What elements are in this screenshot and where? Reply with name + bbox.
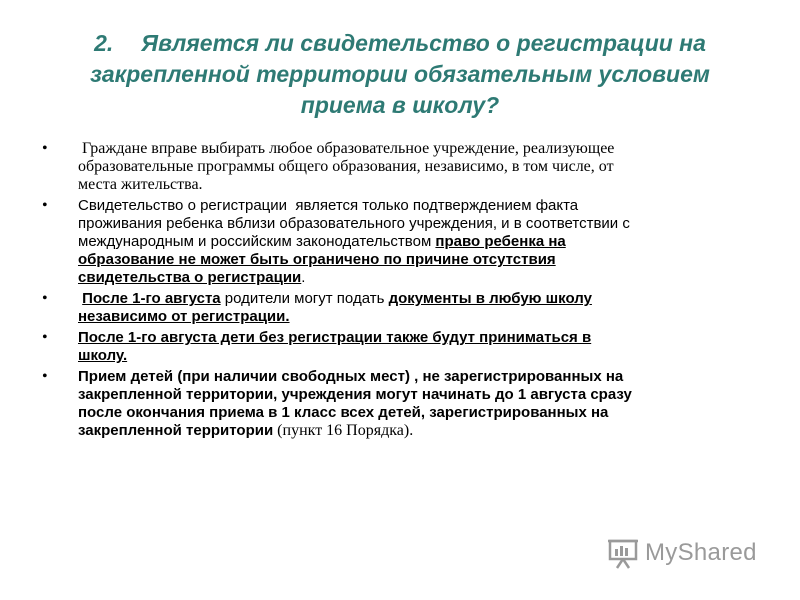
title-line-2: закрепленной территории обязательным условием bbox=[90, 61, 710, 87]
bullet-line bbox=[78, 308, 762, 326]
bullet-dot: • bbox=[42, 290, 48, 307]
bullet-dot: • bbox=[42, 197, 48, 214]
bullet-item bbox=[42, 329, 762, 365]
bullet-line bbox=[78, 251, 762, 269]
text-segment: образование не может быть ограничено по причине отсутствия bbox=[78, 251, 556, 268]
bullet-line bbox=[78, 404, 762, 422]
myshared-watermark bbox=[607, 535, 757, 571]
bullet-item bbox=[42, 290, 762, 326]
title-number: 2. bbox=[94, 30, 114, 56]
text-segment: родители могут подать bbox=[220, 290, 389, 307]
bullet-line bbox=[78, 290, 762, 308]
bullet-line bbox=[78, 368, 762, 386]
bullet-list bbox=[42, 140, 762, 443]
bullet-line bbox=[78, 215, 762, 233]
text-segment: свидетельства о регистрации bbox=[78, 269, 302, 286]
text-segment: Граждане вправе выбирать любое образовательное учреждение, реализующее bbox=[78, 140, 615, 157]
bullet-line bbox=[78, 176, 762, 194]
text-segment: документы в любую школу bbox=[388, 290, 592, 307]
text-segment: После 1-го августа bbox=[82, 290, 221, 307]
bullet-line bbox=[78, 158, 762, 176]
text-segment: После 1-го августа дети без регистрации также будут приниматься в bbox=[78, 329, 592, 346]
text-segment: после окончания приема в 1 класс всех детей, зарегистрированных на bbox=[78, 404, 609, 421]
bullet-item bbox=[42, 140, 762, 194]
text-segment: . bbox=[301, 269, 306, 286]
title-line-1 bbox=[90, 28, 710, 59]
bullet-dot: • bbox=[42, 329, 48, 346]
bullet-dot: • bbox=[42, 368, 48, 385]
bullet-line bbox=[78, 269, 762, 287]
text-segment: международным и российским законодательством bbox=[78, 233, 436, 250]
text-segment: Прием детей (при наличии свободных мест) , не зарегистрированных на bbox=[78, 368, 624, 385]
text-segment: школу. bbox=[78, 347, 128, 364]
text-segment: проживания ребенка вблизи образовательного учреждения, и в соответствии с bbox=[78, 215, 630, 232]
bullet-line bbox=[78, 329, 762, 347]
title-text: Является ли свидетельство о регистрации на bbox=[141, 30, 706, 56]
text-segment: право ребенка на bbox=[435, 233, 566, 250]
bullet-line bbox=[78, 347, 762, 365]
text-segment: места жительства. bbox=[78, 176, 203, 193]
bullet-line bbox=[78, 386, 762, 404]
bullet-line bbox=[78, 422, 762, 440]
text-segment: Свидетельство о регистрации является только подтверждением факта bbox=[78, 197, 579, 214]
presentation-board-icon bbox=[607, 536, 641, 570]
text-segment: закрепленной территории, учреждения могут начинать до 1 августа сразу bbox=[78, 386, 632, 403]
text-segment: закрепленной территории bbox=[78, 422, 274, 439]
bullet-line bbox=[78, 197, 762, 215]
bullet-line bbox=[78, 233, 762, 251]
bullet-line bbox=[78, 140, 762, 158]
bullet-dot: • bbox=[42, 140, 48, 157]
slide-title bbox=[90, 28, 710, 121]
text-segment: (пункт 16 Порядка). bbox=[273, 422, 414, 439]
text-segment: образовательные программы общего образования, независимо, в том числе, от bbox=[78, 158, 614, 175]
bullet-item bbox=[42, 368, 762, 440]
watermark-text: MyShared bbox=[645, 539, 757, 566]
text-segment: независимо от регистрации. bbox=[78, 308, 290, 325]
bullet-item bbox=[42, 197, 762, 287]
title-line-3: приема в школу? bbox=[300, 92, 500, 118]
